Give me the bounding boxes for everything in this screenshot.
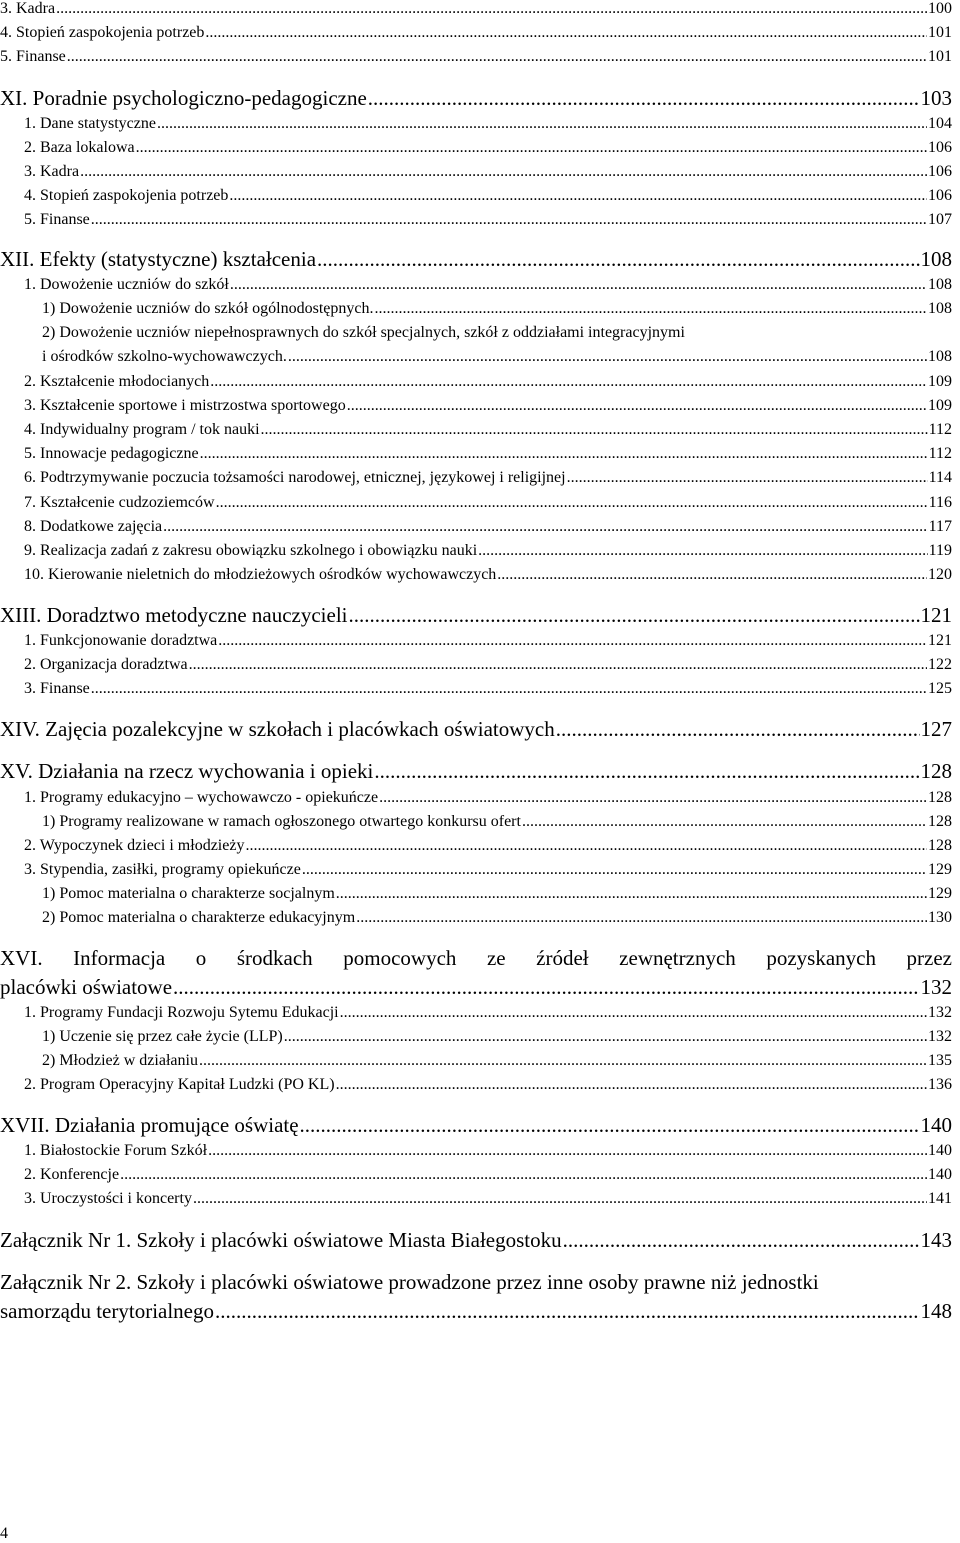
toc-entry-label: 2. Kształcenie młodocianych: [24, 373, 210, 390]
toc-entry: [24, 1076, 952, 1094]
toc-entry-label: XII. Efekty (statystyczne) kształcenia: [0, 247, 317, 271]
toc-entry-label: 1. Białostockie Forum Szkół: [24, 1142, 208, 1159]
toc-leader-dots: [522, 813, 927, 831]
toc-entry-wrapped-first-line: 2) Dowożenie uczniów niepełnosprawnych do szkół specjalnych, szkół z oddziałami integracyjnymi: [42, 324, 685, 341]
toc-entry-label: 4. Stopień zaspokojenia potrzeb: [24, 187, 229, 204]
toc-entry: [42, 909, 952, 927]
toc-entry-label: 1. Dowożenie uczniów do szkół: [24, 276, 229, 293]
toc-entry-label: 2. Organizacja doradztwa: [24, 656, 188, 673]
toc-entry-label: 2) Pomoc materialna o charakterze edukacyjnym: [42, 909, 356, 926]
toc-entry-page: 109: [928, 397, 952, 414]
toc-entry-page: 132: [928, 1004, 952, 1021]
toc-entry-page: 109: [928, 373, 952, 390]
toc-entry-label: 2. Wypoczynek dzieci i młodzieży: [24, 837, 245, 854]
toc-entry-label: 1) Pomoc materialna o charakterze socjalnym: [42, 885, 335, 902]
toc-entry: [24, 187, 952, 205]
toc-entry: [42, 1052, 952, 1070]
toc-entry: [42, 885, 952, 903]
toc-entry: [24, 163, 952, 181]
toc-entry: [42, 348, 952, 366]
toc-leader-dots: [284, 1028, 927, 1046]
toc-entry-label: placówki oświatowe: [0, 975, 173, 999]
toc-entry: [24, 373, 952, 391]
toc-entry: [24, 115, 952, 133]
toc-leader-dots: [189, 656, 927, 674]
toc-leader-dots: [215, 1299, 920, 1324]
toc-entry-label: 6. Podtrzymywanie poczucia tożsamości narodowej, etnicznej, językowej i religijnej: [24, 469, 566, 486]
toc-entry: [24, 656, 952, 674]
toc-leader-dots: [199, 1052, 927, 1070]
toc-leader-dots: [193, 1190, 927, 1208]
toc-entry: [24, 1004, 952, 1022]
toc-entry-page: 132: [928, 1028, 952, 1045]
toc-entry-label: 3. Kadra: [0, 0, 56, 17]
toc-entry: [42, 300, 952, 318]
toc-entry-label: 1) Uczenie się przez całe życie (LLP): [42, 1028, 283, 1045]
toc-entry: [24, 469, 952, 487]
toc-entry-page: 129: [928, 861, 952, 878]
toc-entry-page: 136: [928, 1076, 952, 1093]
toc-entry-label: 3. Finanse: [24, 680, 90, 697]
toc-entry-label: XV. Działania na rzecz wychowania i opieki: [0, 759, 374, 783]
toc-leader-dots: [379, 789, 927, 807]
toc-entry-label: 4. Stopień zaspokojenia potrzeb: [0, 24, 205, 41]
toc-entry-page: 125: [928, 680, 952, 697]
toc-entry-label: 5. Finanse: [24, 211, 90, 228]
toc-entry-page: 104: [928, 115, 952, 132]
toc-entry: [24, 632, 952, 650]
toc-entry-label: 1. Programy Fundacji Rozwoju Sytemu Edukacji: [24, 1004, 339, 1021]
toc-entry-page: 106: [928, 187, 952, 204]
toc-entry: [42, 1028, 952, 1046]
toc-entry-page: 100: [928, 0, 952, 17]
toc-leader-dots: [56, 0, 927, 18]
toc-entry-page: 112: [928, 421, 952, 438]
toc-entry-label: 1) Dowożenie uczniów do szkół ogólnodostępnych.: [42, 300, 374, 317]
toc-leader-dots: [368, 86, 920, 111]
toc-entry-label: 3. Kadra: [24, 163, 80, 180]
toc-leader-dots: [336, 885, 927, 903]
toc-entry: [24, 445, 952, 463]
toc-leader-dots: [230, 276, 927, 294]
toc-entry: [24, 211, 952, 229]
toc-entry-label: 2. Konferencje: [24, 1166, 120, 1183]
toc-leader-dots: [347, 397, 927, 415]
toc-entry-page: 148: [920, 1299, 952, 1323]
toc-leader-dots: [356, 909, 927, 927]
toc-leader-dots: [157, 115, 927, 133]
page-number: 4: [0, 1525, 8, 1542]
toc-entry-page: 106: [928, 163, 952, 180]
toc-entry: [24, 139, 952, 157]
toc-entry-label: 2. Baza lokalowa: [24, 139, 135, 156]
toc-heading: [0, 1228, 952, 1253]
toc-leader-dots: [340, 1004, 927, 1022]
toc-leader-dots: [300, 1113, 920, 1138]
toc-leader-dots: [317, 247, 919, 272]
toc-entry-page: 128: [928, 813, 952, 830]
toc-entry-page: 112: [928, 445, 952, 462]
toc-leader-dots: [556, 717, 920, 742]
toc-entry-page: 132: [920, 975, 952, 999]
toc-leader-dots: [478, 542, 927, 560]
toc-entry-page: 107: [928, 211, 952, 228]
toc-entry-label: 5. Finanse: [0, 48, 66, 65]
toc-leader-dots: [261, 421, 928, 439]
toc-leader-dots: [163, 518, 927, 536]
toc-entry-label: 7. Kształcenie cudzoziemców: [24, 494, 215, 511]
toc-heading: [0, 759, 952, 784]
toc-heading: [0, 86, 952, 111]
toc-heading: [0, 603, 952, 628]
toc-entry: [24, 566, 952, 584]
toc-entry-label: 3. Stypendia, zasiłki, programy opiekuńcze: [24, 861, 301, 878]
toc-leader-dots: [208, 1142, 927, 1160]
toc-entry-page: 128: [928, 789, 952, 806]
toc-entry-page: 108: [920, 247, 952, 271]
toc-entry: [42, 813, 952, 831]
toc-entry: [0, 0, 952, 18]
toc-leader-dots: [245, 837, 927, 855]
toc-entry: [24, 421, 952, 439]
toc-entry-page: 120: [928, 566, 952, 583]
toc-leader-dots: [136, 139, 927, 157]
toc-leader-dots: [374, 759, 919, 784]
toc-entry-label: XI. Poradnie psychologiczno-pedagogiczne: [0, 86, 367, 110]
toc-leader-dots: [200, 445, 928, 463]
toc-entry-label: 2) Młodzież w działaniu: [42, 1052, 198, 1069]
toc-entry-label: 2. Program Operacyjny Kapitał Ludzki (PO KL): [24, 1076, 335, 1093]
toc-leader-dots: [302, 861, 927, 879]
toc-entry-label: 8. Dodatkowe zajęcia: [24, 518, 163, 535]
toc-entry: [24, 518, 952, 536]
toc-entry-page: 128: [928, 837, 952, 854]
toc-leader-dots: [374, 300, 927, 318]
toc-entry-label: 1) Programy realizowane w ramach ogłoszonego otwartego konkursu ofert: [42, 813, 521, 830]
toc-entry: [24, 276, 952, 294]
toc-entry-page: 117: [928, 518, 952, 535]
toc-leader-dots: [563, 1228, 920, 1253]
toc-entry-page: 116: [928, 494, 952, 511]
toc-leader-dots: [216, 494, 928, 512]
toc-heading: [0, 1299, 952, 1324]
toc-entry-page: 101: [928, 48, 952, 65]
toc-entry-label: 1. Funkcjonowanie doradztwa: [24, 632, 218, 649]
toc-entry: [24, 680, 952, 698]
toc-leader-dots: [567, 469, 928, 487]
toc-entry-page: 140: [928, 1166, 952, 1183]
toc-entry-label: samorządu terytorialnego: [0, 1299, 214, 1323]
toc-heading: [0, 975, 952, 1000]
toc-entry: [0, 24, 952, 42]
toc-heading-wrapped-first-line: XVI. Informacja o środkach pomocowych ze źródeł zewnętrznych pozyskanych przez: [0, 946, 952, 970]
toc-entry-page: 101: [928, 24, 952, 41]
toc-heading: [0, 247, 952, 272]
toc-entry: [24, 861, 952, 879]
toc-entry-label: 9. Realizacja zadań z zakresu obowiązku szkolnego i obowiązku nauki: [24, 542, 478, 559]
toc-leader-dots: [120, 1166, 927, 1184]
toc-leader-dots: [91, 211, 927, 229]
toc-entry-label: 1. Dane statystyczne: [24, 115, 156, 132]
toc-entry-label: 1. Programy edukacyjno – wychowawczo - opiekuńcze: [24, 789, 379, 806]
toc-entry-page: 141: [928, 1190, 952, 1207]
toc-leader-dots: [349, 603, 920, 628]
toc-entry: [24, 494, 952, 512]
toc-entry-page: 140: [928, 1142, 952, 1159]
toc-leader-dots: [288, 348, 927, 366]
toc-leader-dots: [336, 1076, 927, 1094]
toc-entry-label: 3. Uroczystości i koncerty: [24, 1190, 192, 1207]
toc-entry-page: 121: [928, 632, 952, 649]
toc-heading: [0, 1113, 952, 1138]
toc-entry-page: 122: [928, 656, 952, 673]
toc-entry: [24, 837, 952, 855]
toc-entry-label: 4. Indywidualny program / tok nauki: [24, 421, 260, 438]
toc-entry-page: 128: [920, 759, 952, 783]
toc-leader-dots: [229, 187, 927, 205]
toc-entry: [24, 1142, 952, 1160]
toc-leader-dots: [80, 163, 927, 181]
toc-entry-page: 108: [928, 348, 952, 365]
toc-entry-page: 108: [928, 300, 952, 317]
toc-entry-label: Załącznik Nr 1. Szkoły i placówki oświatowe Miasta Białegostoku: [0, 1228, 562, 1252]
toc-entry: [24, 1166, 952, 1184]
toc-leader-dots: [497, 566, 927, 584]
toc-entry-page: 114: [928, 469, 952, 486]
toc-entry-page: 108: [928, 276, 952, 293]
toc-entry-page: 143: [920, 1228, 952, 1252]
toc-leader-dots: [205, 24, 927, 42]
toc-heading-wrapped-first-line: Załącznik Nr 2. Szkoły i placówki oświatowe prowadzone przez inne osoby prawne niż jednostki: [0, 1270, 819, 1294]
toc-entry-label: XIV. Zajęcia pozalekcyjne w szkołach i placówkach oświatowych: [0, 717, 555, 741]
toc-entry-page: 127: [920, 717, 952, 741]
toc-entry-page: 119: [928, 542, 952, 559]
toc-entry-page: 103: [920, 86, 952, 110]
toc-entry-page: 140: [920, 1113, 952, 1137]
toc-entry-page: 135: [928, 1052, 952, 1069]
toc-entry-label: i ośrodków szkolno-wychowawczych.: [42, 348, 287, 365]
toc-entry-page: 106: [928, 139, 952, 156]
toc-entry: [0, 48, 952, 66]
toc-entry-page: 130: [928, 909, 952, 926]
toc-entry: [24, 1190, 952, 1208]
toc-leader-dots: [67, 48, 927, 66]
toc-leader-dots: [91, 680, 927, 698]
toc-leader-dots: [218, 632, 927, 650]
toc-entry-label: 3. Kształcenie sportowe i mistrzostwa sportowego: [24, 397, 346, 414]
toc-entry-label: XIII. Doradztwo metodyczne nauczycieli: [0, 603, 348, 627]
toc-leader-dots: [210, 373, 927, 391]
toc-entry-page: 121: [920, 603, 952, 627]
toc-entry-label: XVII. Działania promujące oświatę: [0, 1113, 299, 1137]
toc-entry-page: 129: [928, 885, 952, 902]
toc-entry: [24, 397, 952, 415]
toc-entry-label: 10. Kierowanie nieletnich do młodzieżowych ośrodków wychowawczych: [24, 566, 497, 583]
toc-entry: [24, 542, 952, 560]
toc-leader-dots: [173, 975, 919, 1000]
toc-heading: [0, 717, 952, 742]
toc-entry: [24, 789, 952, 807]
toc-entry-label: 5. Innowacje pedagogiczne: [24, 445, 199, 462]
